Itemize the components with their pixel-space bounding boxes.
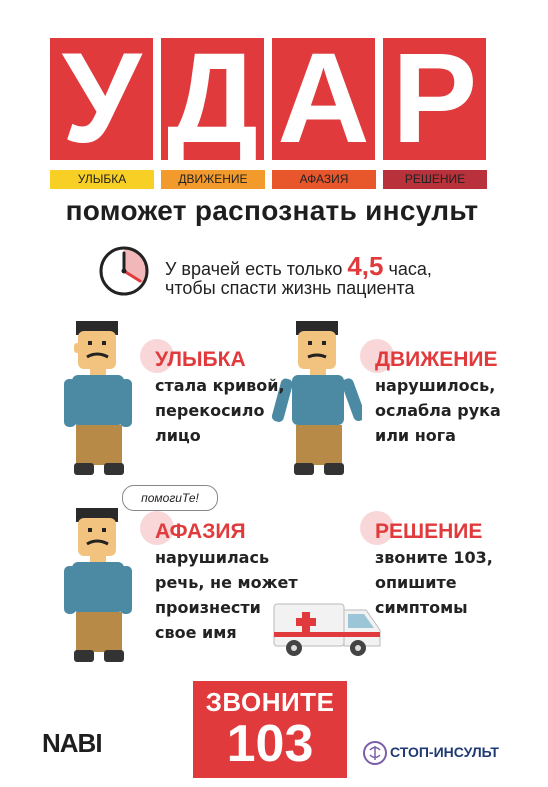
section-movement-text: нарушилось, ослабла рука или нога (375, 376, 501, 445)
word-smile: УЛЫБКА (50, 170, 154, 189)
section-aphasia-text: нарушилась речь, не может произнести свое имя (155, 548, 298, 642)
time-note-line1: У врачей есть только 4,5 часа, (165, 251, 432, 281)
letter-a: А (272, 38, 375, 160)
call-number: 103 (226, 715, 314, 773)
word-decision: РЕШЕНИЕ (383, 170, 487, 189)
man-movement-illustration (272, 313, 362, 483)
letter-d: Д (161, 38, 264, 160)
subtitle: поможет распознать инсульт (65, 195, 479, 226)
call-box (193, 681, 347, 778)
clock-icon (96, 243, 152, 299)
stop-insult-logo: СТОП-ИНСУЛЬТ (390, 744, 499, 760)
brain-icon (362, 740, 388, 766)
man-aphasia-illustration (62, 500, 142, 670)
nabi-logo: NABI (42, 728, 102, 758)
word-movement: ДВИЖЕНИЕ (161, 170, 265, 189)
speech-bubble: помогиТе! (122, 485, 218, 511)
section-decision-text: звоните 103, опишите симптомы (375, 548, 493, 617)
section-decision-title: РЕШЕНИЕ (375, 520, 483, 543)
man-smile-illustration (62, 313, 142, 483)
time-highlight: 4,5 (347, 251, 384, 281)
letter-r: Р (383, 38, 486, 160)
section-movement-title: ДВИЖЕНИЕ (375, 348, 498, 371)
section-aphasia-title: АФАЗИЯ (155, 520, 246, 543)
section-smile-text: стала кривой, перекосило лицо (155, 376, 285, 445)
section-smile-title: УЛЫБКА (155, 348, 246, 371)
time-note-line2: чтобы спасти жизнь пациента (165, 278, 415, 298)
call-label: ЗВОНИТЕ (205, 687, 335, 717)
letter-u: У (50, 38, 153, 160)
word-aphasia: АФАЗИЯ (272, 170, 376, 189)
ambulance-icon (272, 596, 384, 662)
